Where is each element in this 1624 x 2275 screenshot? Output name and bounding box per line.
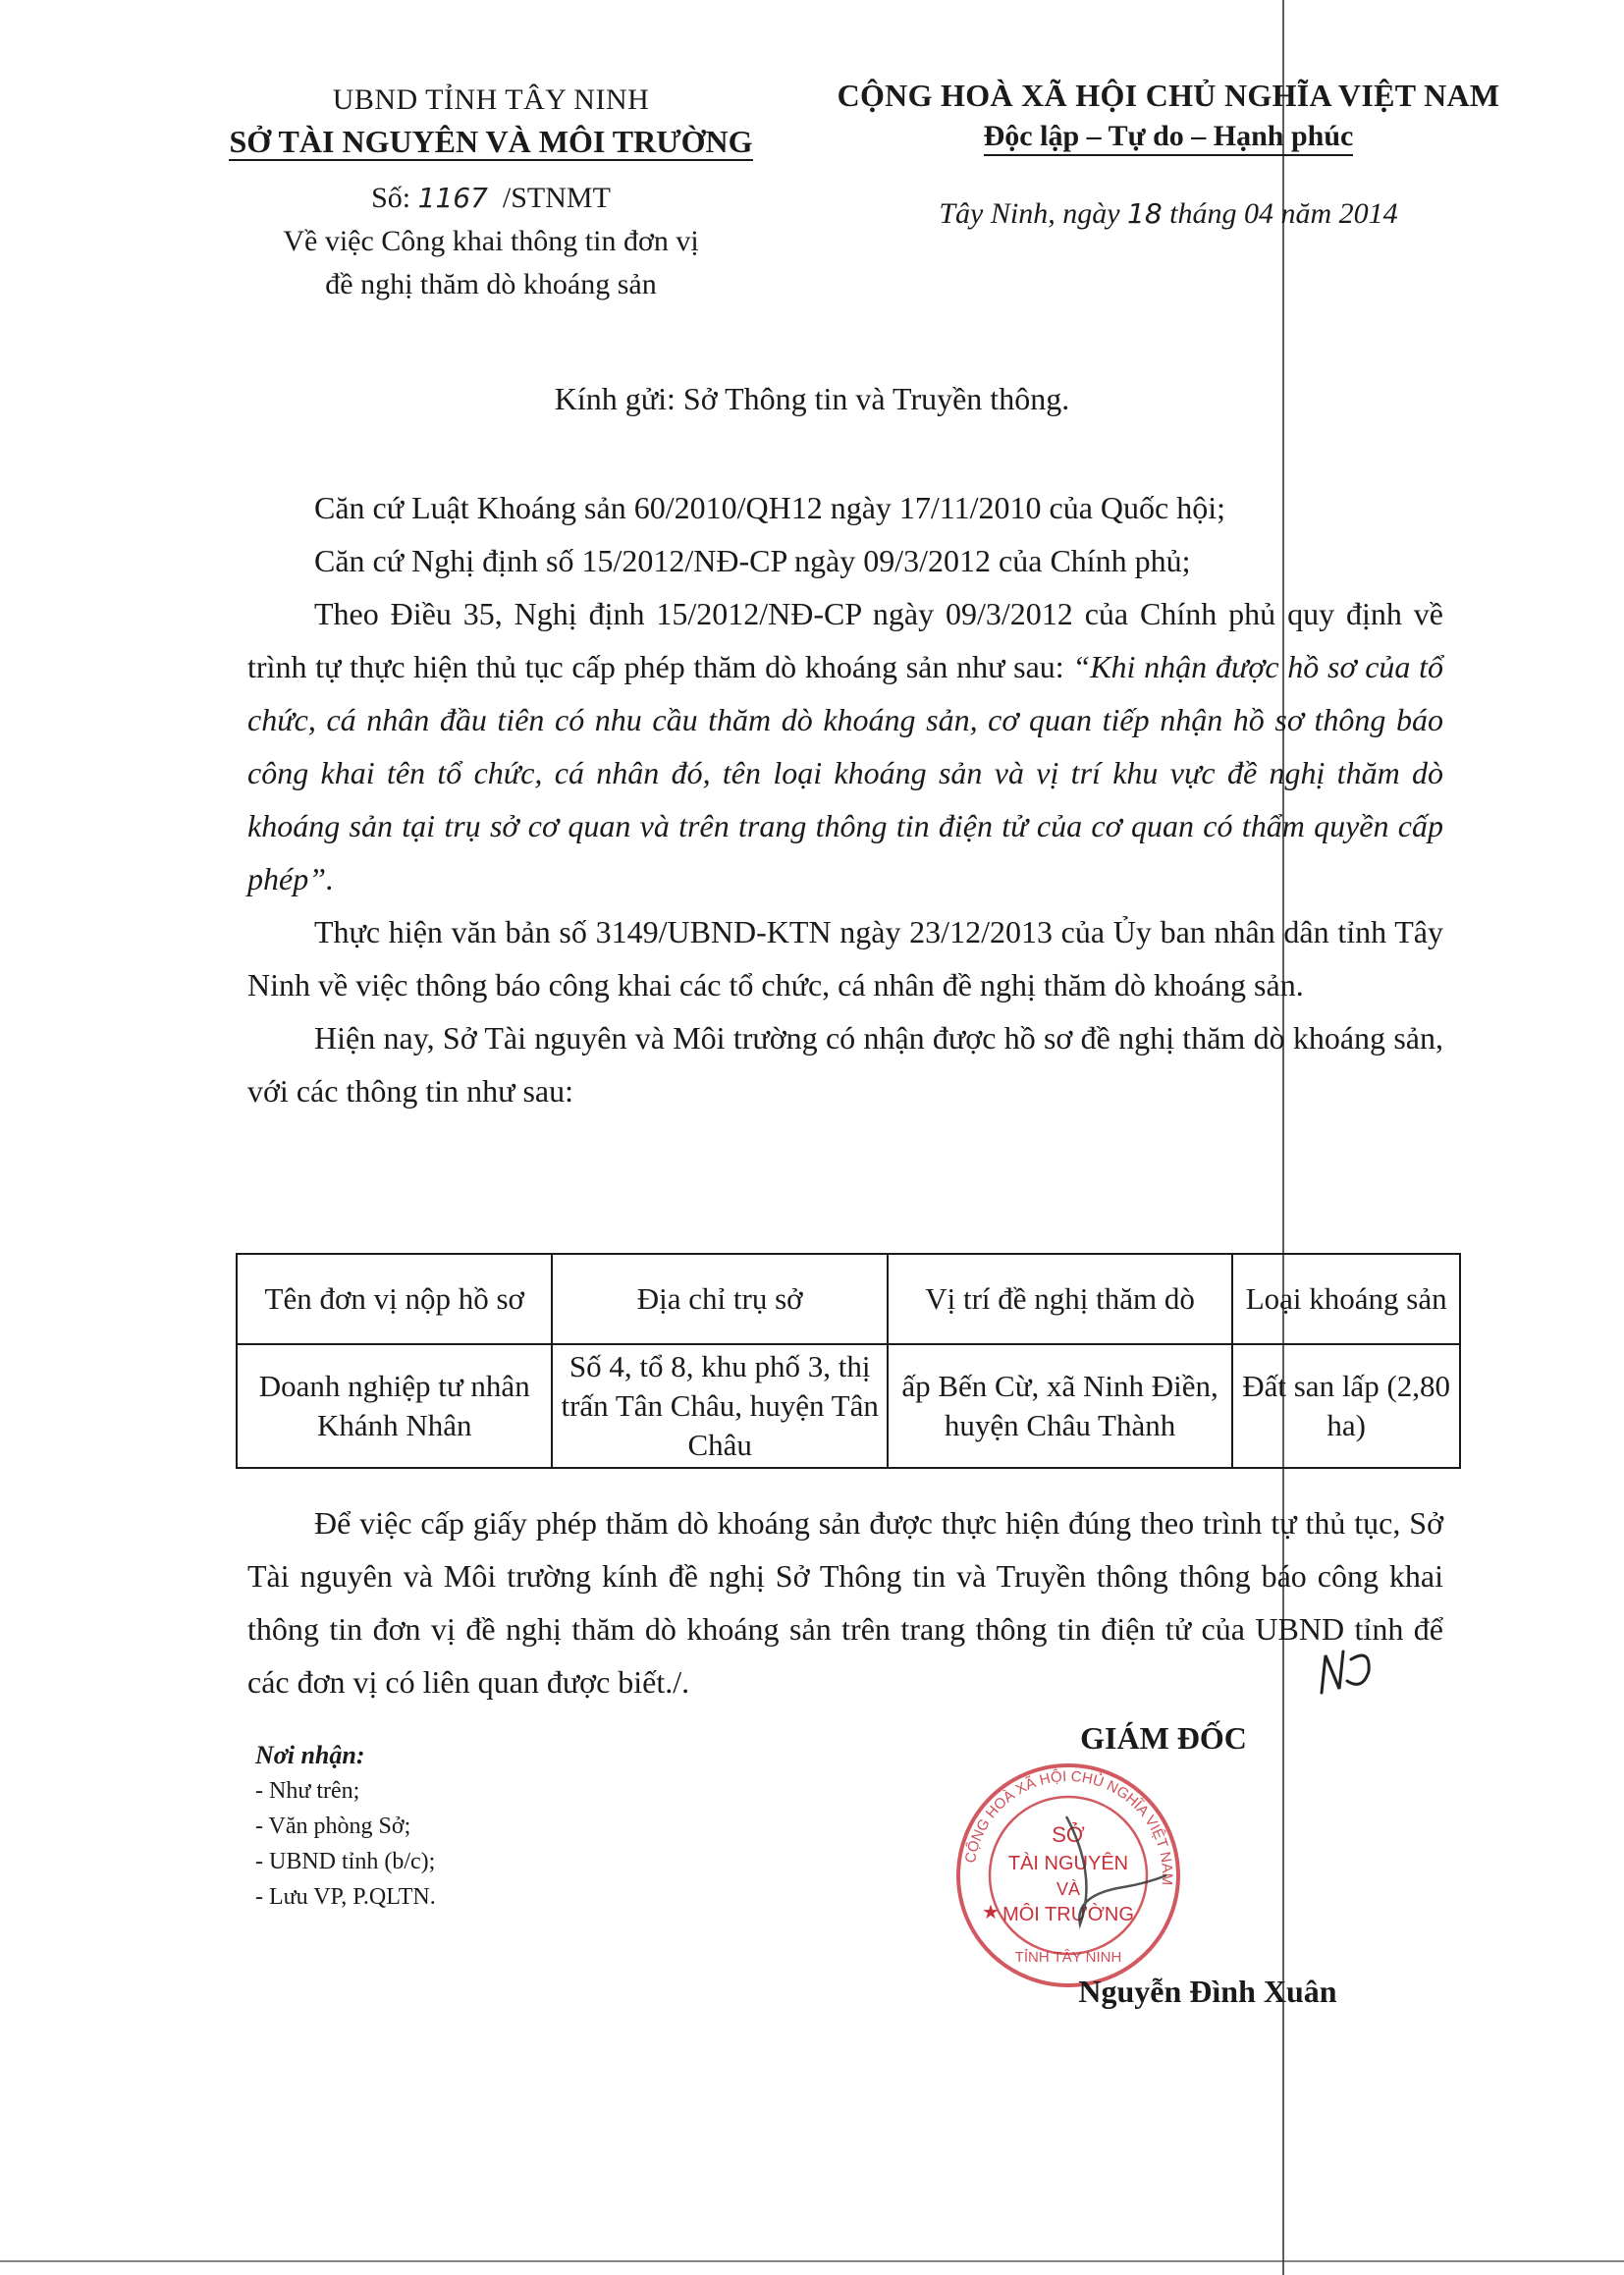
body-text [247, 481, 1443, 1117]
table-cell: Đất san lấp (2,80 ha) [1232, 1344, 1460, 1468]
svg-text:SỞ: SỞ [1052, 1822, 1085, 1847]
scan-fold-line [1282, 0, 1284, 2275]
agency-name: SỞ TÀI NGUYÊN VÀ MÔI TRƯỜNG [229, 124, 753, 159]
paragraph-legal-basis-2: Căn cứ Nghị định số 15/2012/NĐ-CP ngày 09/3/2012 của Chính phủ; [314, 543, 1191, 578]
recipient-line: Kính gửi: Sở Thông tin và Truyền thông. [554, 381, 1070, 416]
recipients-title: Nơi nhận: [255, 1741, 365, 1769]
svg-text:★: ★ [982, 1902, 1000, 1923]
handwritten-doc-number: 1167 [417, 182, 488, 214]
official-seal-stamp [950, 1758, 1186, 1993]
svg-text:TÀI NGUYÊN: TÀI NGUYÊN [1007, 1853, 1129, 1874]
handwritten-day: 18 [1127, 197, 1163, 230]
svg-text:CỘNG HOÀ XÃ HỘI CHỦ NGHĨA VIỆT: CỘNG HOÀ XÃ HỘI CHỦ NGHĨA VIỆT NAM [961, 1767, 1176, 1886]
closing-paragraph: Để việc cấp giấy phép thăm dò khoáng sản được thực hiện đúng theo trình tự thủ tục, Sở Tài nguyên và Môi trường kính đề nghị Sở Thông tin và Truyền thông thông báo công khai thông tin đơn vị đề nghị thăm dò khoáng sản trên trang thông tin điện tử của UBND tỉnh để các đơn vị có liên quan được biết./. [247, 1505, 1443, 1700]
paragraph-implementation: Thực hiện văn bản số 3149/UBND-KTN ngày 23/12/2013 của Ủy ban nhân dân tỉnh Tây Ninh về việc thông báo công khai các tổ chức, cá nhân đề nghị thăm dò khoáng sản. [247, 914, 1443, 1002]
table-cell: Số 4, tổ 8, khu phố 3, thị trấn Tân Châu, huyện Tân Châu [552, 1344, 887, 1468]
applicant-info-table [236, 1253, 1461, 1469]
table-header-row [237, 1254, 1460, 1344]
parent-agency: UBND TỈNH TÂY NINH [332, 83, 650, 116]
scan-edge-line [0, 2260, 1624, 2262]
recipient-item: - UBND tỉnh (b/c); [255, 1849, 436, 1874]
recipient-item: - Lưu VP, P.QLTN. [255, 1884, 436, 1910]
document-number: Số: 1167 /STNMT [371, 182, 611, 214]
paragraph-article-35: Theo Điều 35, Nghị định 15/2012/NĐ-CP ngày 09/3/2012 của Chính phủ quy định về trình tự thực hiện thủ tục cấp phép thăm dò khoáng sản như sau: “Khi nhận được hồ sơ của tổ chức, cá nhân đầu tiên có nhu cầu thăm dò khoáng sản, cơ quan tiếp nhận hồ sơ thông báo công khai tên tổ chức, cá nhân đó, tên loại khoáng sản và vị trí khu vực đề nghị thăm dò khoáng sản tại trụ sở cơ quan và trên trang thông tin điện tử của cơ quan có thẩm quyền cấp phép”. [247, 596, 1444, 896]
recipients-list [255, 1738, 436, 1915]
svg-text:MÔI TRƯỜNG: MÔI TRƯỜNG [1002, 1904, 1134, 1925]
quoted-regulation: “Khi nhận được hồ sơ của tổ chức, cá nhân đầu tiên có nhu cầu thăm dò khoáng sản, cơ quan tiếp nhận hồ sơ thông báo công khai tên tổ chức, cá nhân đó, tên loại khoáng sản và vị trí khu vực đề nghị thăm dò khoáng sản tại trụ sở cơ quan và trên trang thông tin điện tử của cơ quan có thẩm quyền cấp phép”. [247, 649, 1444, 896]
signatory-name: Nguyễn Đình Xuân [1078, 1974, 1337, 2009]
dateline: Tây Ninh, ngày 18 tháng 04 năm 2014 [939, 197, 1398, 230]
motto: Độc lập – Tự do – Hạnh phúc [825, 116, 1512, 157]
paragraph-current-status: Hiện nay, Sở Tài nguyên và Môi trường có nhận được hồ sơ đề nghị thăm dò khoáng sản, với các thông tin như sau: [247, 1020, 1443, 1109]
table-cell: ấp Bến Cừ, xã Ninh Điền, huyện Châu Thành [888, 1344, 1232, 1468]
table-header-cell: Tên đơn vị nộp hồ sơ [237, 1254, 552, 1344]
signature-title: GIÁM ĐỐC [1080, 1720, 1247, 1756]
nation-title: CỘNG HOÀ XÃ HỘI CHỦ NGHĨA VIỆT NAM [837, 78, 1500, 113]
svg-text:TỈNH TÂY NINH: TỈNH TÂY NINH [1014, 1949, 1122, 1966]
table-header-cell: Địa chỉ trụ sở [552, 1254, 887, 1344]
paragraph-legal-basis-1: Căn cứ Luật Khoáng sản 60/2010/QH12 ngày 17/11/2010 của Quốc hội; [314, 490, 1225, 525]
subject-line-2: đề nghị thăm dò khoáng sản [325, 268, 657, 300]
table-cell: Doanh nghiệp tư nhân Khánh Nhân [237, 1344, 552, 1468]
handwritten-initials [1314, 1642, 1382, 1701]
table-row [237, 1344, 1460, 1468]
svg-text:VÀ: VÀ [1056, 1879, 1081, 1899]
header-left [226, 81, 756, 306]
table-header-cell: Loại khoáng sản [1232, 1254, 1460, 1344]
recipient-item: - Văn phòng Sở; [255, 1814, 411, 1839]
recipient-item: - Như trên; [255, 1778, 360, 1804]
header-right [825, 75, 1512, 236]
table-header-cell: Vị trí đề nghị thăm dò [888, 1254, 1232, 1344]
subject-line-1: Về việc Công khai thông tin đơn vị [283, 225, 699, 257]
